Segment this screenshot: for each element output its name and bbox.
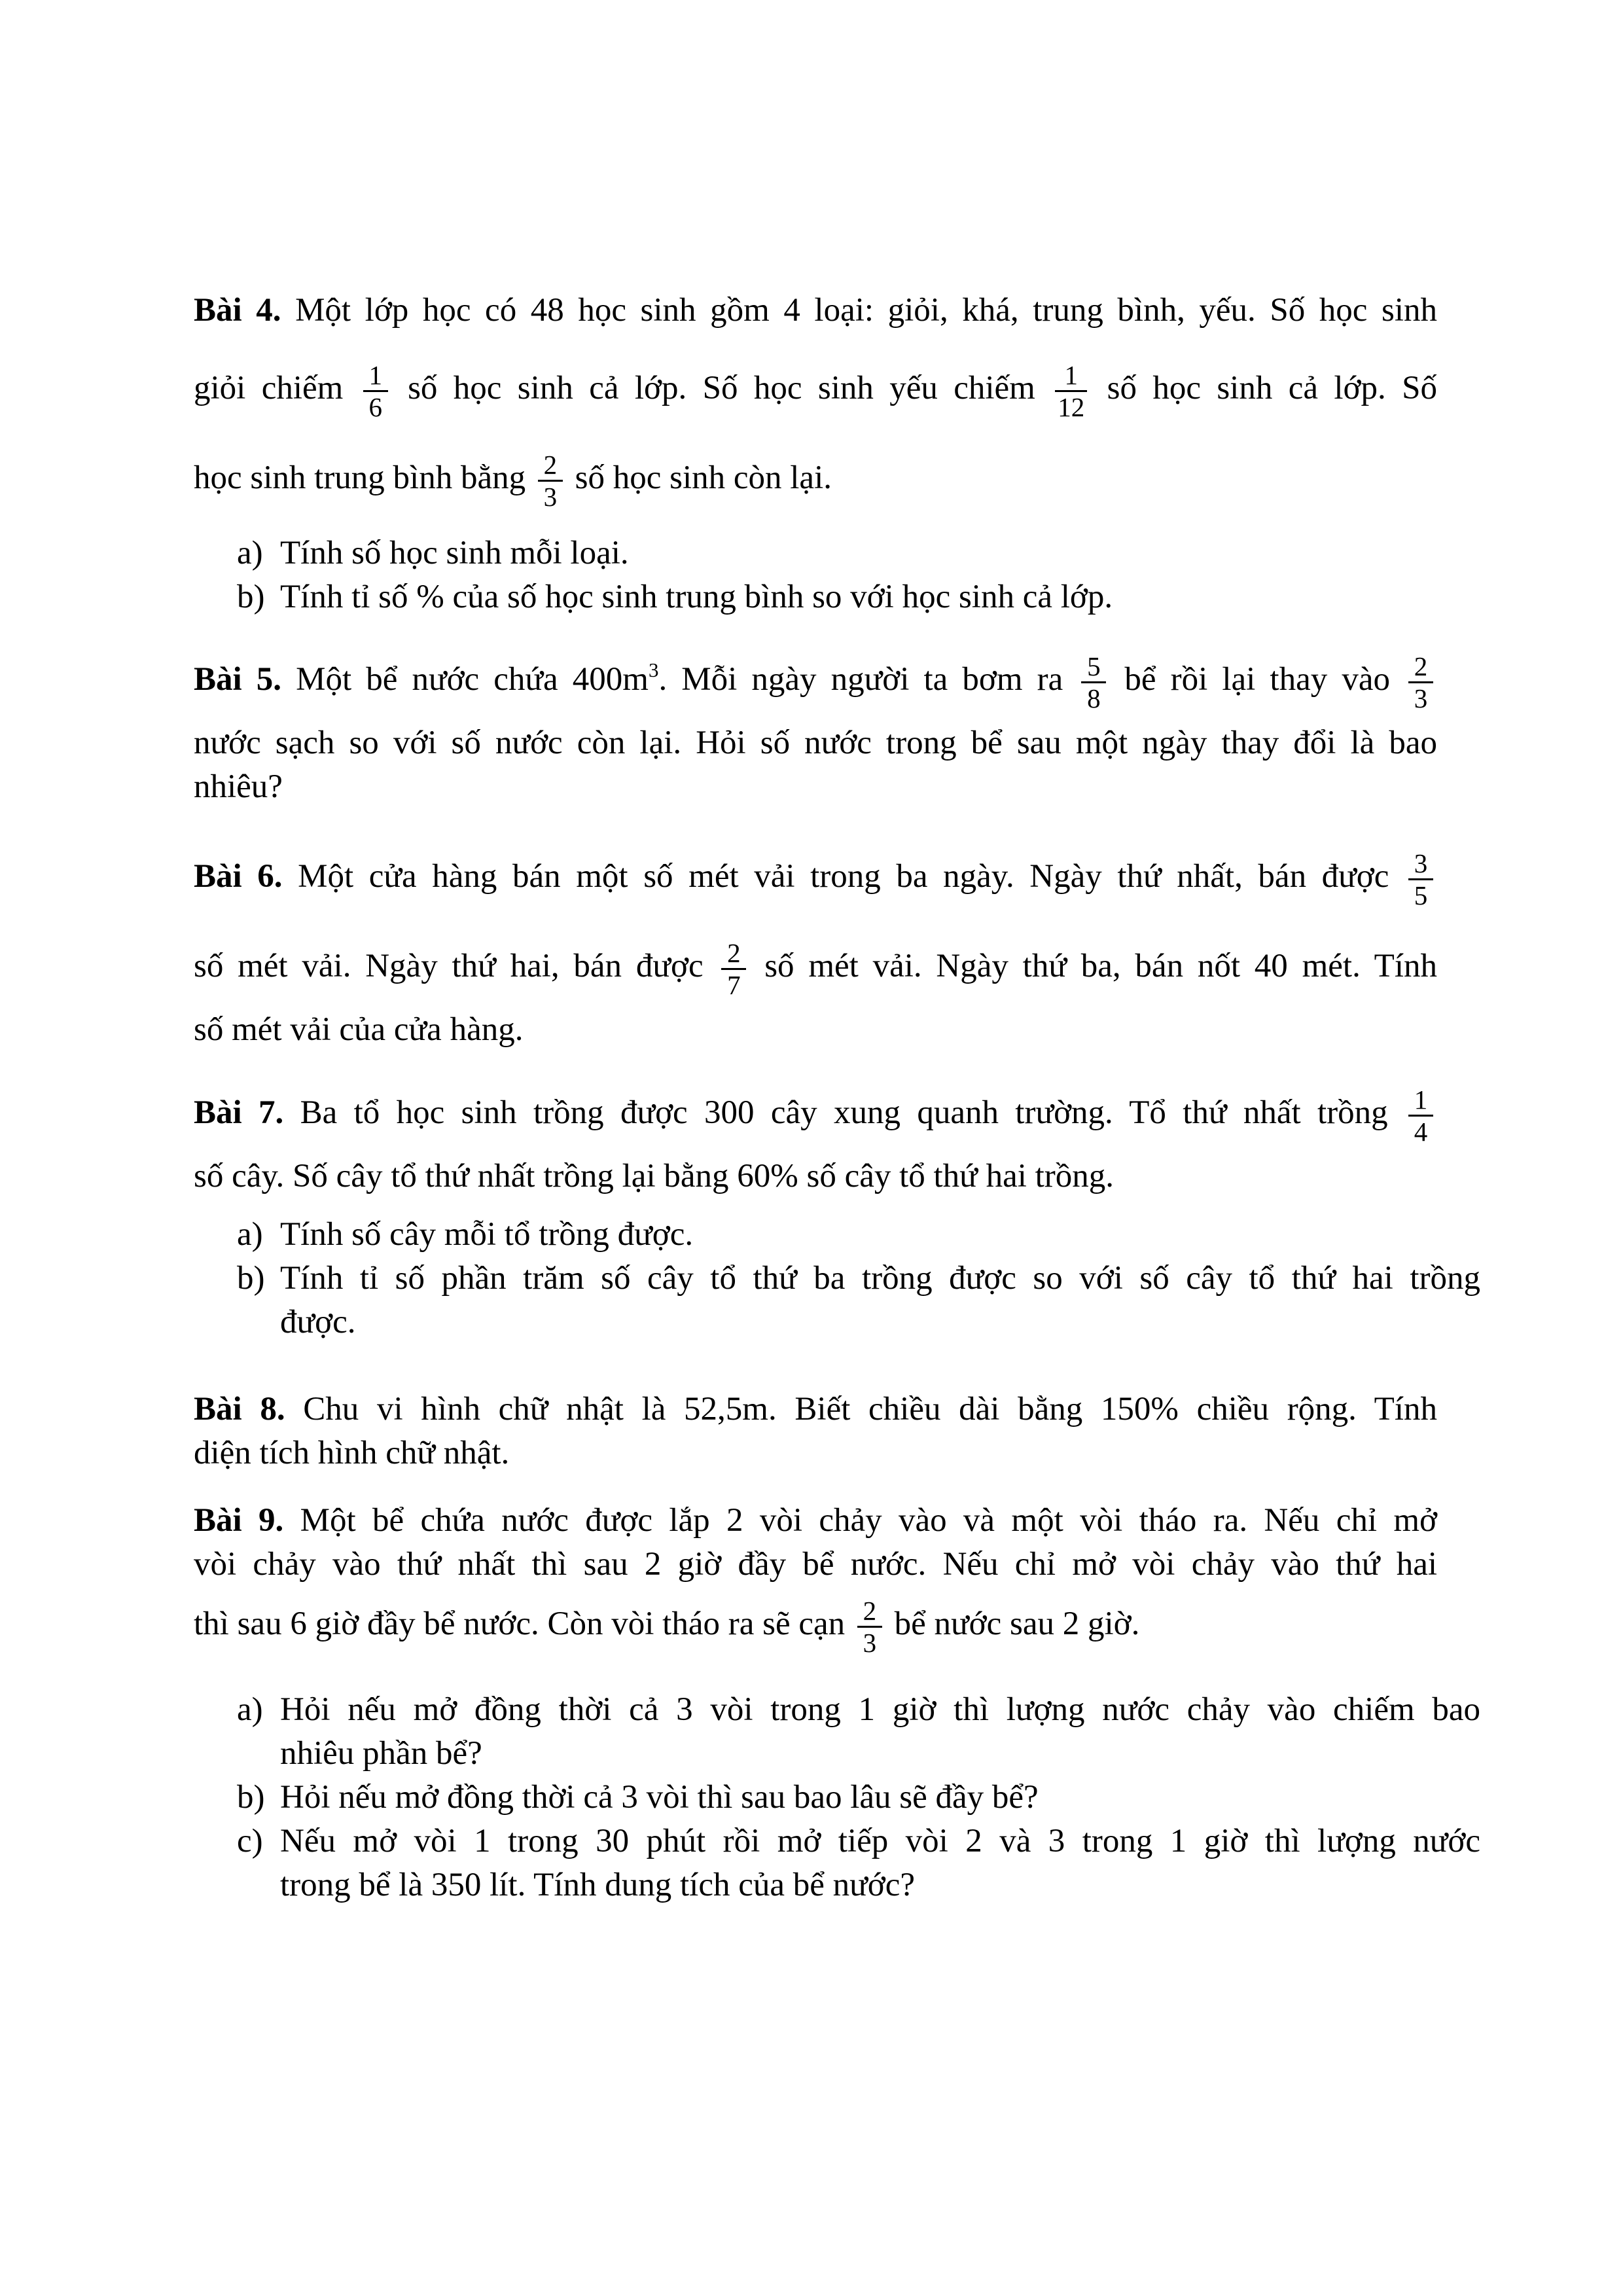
problem-9	[194, 1499, 1480, 1907]
fraction-1-6: $\frac{1}{6}$	[363, 360, 388, 422]
problem-9-label: Bài 9.	[194, 1502, 284, 1539]
fraction-1-12: $\frac{1}{12}$	[1055, 360, 1087, 422]
problem-6	[194, 848, 1437, 1052]
problem-7-label: Bài 7.	[194, 1094, 284, 1132]
problem-7-line-2: số cây. Số cây tổ thứ nhất trồng lại bằng 60% số cây tổ thứ hai trồng.	[194, 1158, 1115, 1194]
problem-8-label: Bài 8.	[194, 1391, 285, 1427]
problem-9-line-1: Bài 9. Một bể chứa nước được lắp 2 vòi chảy vào và một vòi tháo ra. Nếu chỉ mở	[194, 1502, 1438, 1539]
problem-8-line-2: diện tích hình chữ nhật.	[194, 1435, 510, 1471]
problem-7-part-b: b) Tính tỉ số phần trăm số cây tổ thứ ba trồng được so với số cây tổ thứ hai trồng được.	[237, 1260, 1480, 1340]
problem-8-line-1: Bài 8. Chu vi hình chữ nhật là 52,5m. Biết chiều dài bằng 150% chiều rộng. Tính	[194, 1391, 1437, 1427]
problem-9-part-a: a) Hỏi nếu mở đồng thời cả 3 vòi trong 1 giờ thì lượng nước chảy vào chiếm bao nhiêu phần bể?	[237, 1691, 1480, 1772]
fraction-5-8: $\frac{5}{8}$	[1081, 651, 1106, 713]
problem-4-part-b: b) Tính tỉ số % của số học sinh trung bình so với học sinh cả lớp.	[237, 579, 1113, 615]
problem-6-label: Bài 6.	[194, 858, 283, 895]
problem-7-line-1: Bài 7. Ba tổ học sinh trồng được 300 cây xung quanh trường. Tổ thứ nhất trồng $\frac{1}{4}$	[194, 1085, 1437, 1147]
problem-6-line-1: Bài 6. Một cửa hàng bán một số mét vải trong ba ngày. Ngày thứ nhất, bán được $\frac{3}{5}$	[194, 848, 1437, 910]
problem-7-part-a: a) Tính số cây mỗi tổ trồng được.	[237, 1216, 694, 1253]
problem-8	[194, 1388, 1437, 1475]
problem-9-part-c: c) Nếu mở vòi 1 trong 30 phút rồi mở tiếp vòi 2 và 3 trong 1 giờ thì lượng nước trong bể là 350 lít. Tính dung tích của bể nước?	[237, 1823, 1480, 1903]
fraction-2-3: $\frac{2}{3}$	[1408, 651, 1433, 713]
problem-4-part-a: a) Tính số học sinh mỗi loại.	[237, 535, 629, 571]
fraction-2-3: $\frac{2}{3}$	[857, 1596, 882, 1658]
problem-4-line-3: học sinh trung bình bằng $\frac{2}{3}$ số học sinh còn lại.	[194, 450, 832, 512]
fraction-2-3: $\frac{2}{3}$	[538, 450, 563, 512]
problem-4	[194, 289, 1437, 619]
problem-5-line-1: Bài 5. Một bể nước chứa $400m^3$. Mỗi ngày người ta bơm ra $\frac{5}{8}$ bể rồi lại thay vào $\frac{2}{3}$	[194, 651, 1437, 713]
problem-4-label: Bài 4.	[194, 292, 281, 329]
problem-5-line-3: nhiêu?	[194, 768, 283, 805]
problem-5-line-2: nước sạch so với số nước còn lại. Hỏi số nước trong bể sau một ngày thay đổi là bao	[194, 725, 1437, 761]
problem-9-line-3: thì sau 6 giờ đầy bể nước. Còn vòi tháo ra sẽ cạn $\frac{2}{3}$ bể nước sau 2 giờ.	[194, 1596, 1140, 1658]
problem-4-line-2: giỏi chiếm $\frac{1}{6}$ số học sinh cả lớp. Số học sinh yếu chiếm $\frac{1}{12}$ số học sinh cả lớp. Số	[194, 360, 1437, 422]
fraction-3-5: $\frac{3}{5}$	[1408, 848, 1433, 910]
problem-5	[194, 651, 1437, 809]
problem-7	[194, 1085, 1480, 1344]
fraction-1-4: $\frac{1}{4}$	[1408, 1085, 1433, 1147]
problem-6-line-3: số mét vải của cửa hàng.	[194, 1011, 524, 1048]
problem-5-label: Bài 5.	[194, 661, 282, 698]
problem-9-part-b: b) Hỏi nếu mở đồng thời cả 3 vòi thì sau bao lâu sẽ đầy bể?	[237, 1779, 1039, 1816]
problem-4-line-1: Bài 4. Một lớp học có 48 học sinh gồm 4 loại: giỏi, khá, trung bình, yếu. Số học sinh	[194, 292, 1437, 329]
fraction-2-7: $\frac{2}{7}$	[721, 938, 746, 1000]
problem-9-line-2: vòi chảy vào thứ nhất thì sau 2 giờ đầy bể nước. Nếu chỉ mở vòi chảy vào thứ hai	[194, 1546, 1437, 1583]
problem-6-line-2: số mét vải. Ngày thứ hai, bán được $\frac{2}{7}$ số mét vải. Ngày thứ ba, bán nốt 40 mét. Tính	[194, 938, 1438, 1000]
